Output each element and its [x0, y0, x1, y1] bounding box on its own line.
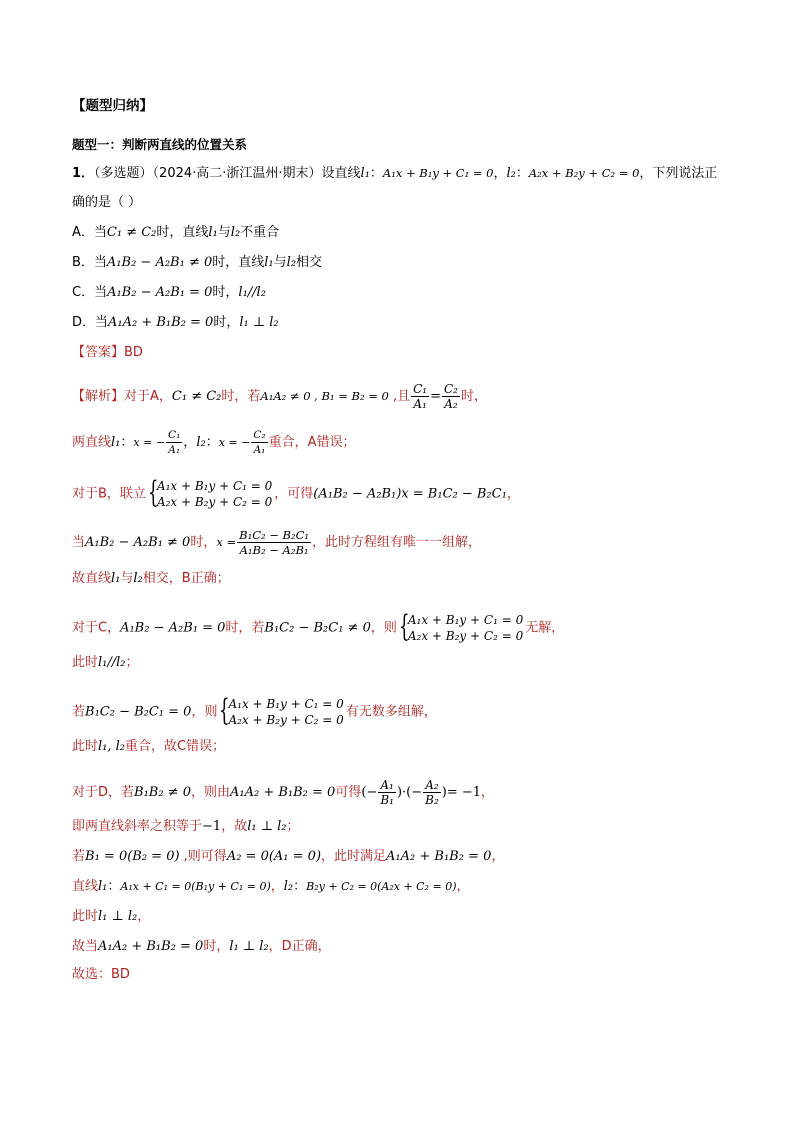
l1-symbol: l₁	[111, 435, 121, 450]
option-c	[72, 284, 266, 302]
text: 时，若	[225, 620, 265, 636]
math: A₁A₂ + B₁B₂ = 0	[386, 849, 492, 864]
text: 即两直线斜率之积等于	[72, 819, 203, 834]
math: )	[441, 785, 447, 800]
question-tail: ，下列说法正	[639, 166, 718, 181]
text: ，可得	[274, 486, 314, 502]
text: 时，	[190, 535, 217, 550]
option-d-end: l₁ ⊥ l₂	[239, 315, 279, 330]
text: 若	[72, 849, 86, 864]
l1-symbol: l₁	[360, 166, 370, 181]
text: 对于A，	[124, 389, 172, 404]
text: 直线	[72, 879, 99, 894]
option-d	[72, 314, 279, 332]
text: 故直线	[72, 571, 112, 586]
math: )·(−	[396, 785, 423, 800]
l2-symbol: l₂	[506, 166, 516, 181]
option-c-end: l₁//l₂	[238, 285, 266, 300]
numerator: B₁C₂ − B₂C₁	[239, 528, 310, 542]
l1-symbol: l₁	[208, 225, 218, 240]
text: 重合，A错误；	[268, 435, 356, 450]
denominator: A₁	[168, 444, 181, 456]
math: (A₁B₂ − A₂B₁)x = B₁C₂ − B₂C₁	[313, 486, 507, 502]
text: ，	[491, 849, 505, 864]
denominator: B₁	[380, 793, 394, 807]
option-b-prefix: B．当	[72, 255, 107, 270]
text: 此时	[72, 655, 99, 670]
analysis-line-12	[72, 848, 504, 866]
math: A₁B₂ − A₂B₁ ≠ 0	[85, 535, 191, 550]
analysis-line-1	[72, 382, 487, 411]
system-row: A₁x + B₁y + C₁ = 0	[407, 613, 524, 627]
l2-symbol: l₂	[283, 879, 294, 894]
l2-symbol: l₂	[230, 225, 241, 240]
math: −1	[202, 819, 222, 834]
math: A₁A₂ + B₁B₂ = 0	[98, 939, 204, 954]
with-word: 与	[273, 255, 287, 270]
analysis-line-10	[72, 778, 494, 807]
colon: ：	[515, 166, 529, 181]
question-number: 1．	[72, 166, 95, 181]
option-b-end: 相交	[296, 255, 323, 270]
text: 时，	[461, 389, 488, 404]
option-d-text: 时，	[213, 315, 240, 330]
fraction-x-solution	[237, 528, 311, 557]
analysis-line-3	[72, 475, 520, 510]
option-a-math: C₁ ≠ C₂	[106, 225, 157, 240]
numerator: C₂	[444, 382, 458, 396]
option-b-math: A₁B₂ − A₂B₁ ≠ 0	[106, 255, 213, 270]
denominator: A₁B₂ − A₂B₁	[239, 543, 309, 557]
option-a-prefix: A．当	[72, 225, 107, 240]
equals-sign: =	[430, 389, 441, 404]
comma: ，	[183, 435, 197, 450]
math: = −1	[446, 785, 482, 800]
analysis-line-11	[72, 818, 299, 836]
analysis-line-15	[72, 938, 331, 956]
numerator: C₁	[168, 429, 181, 441]
text: ；	[286, 819, 300, 834]
question-tag: （多选题）（2024·高二·浙江温州·期末）设直线	[94, 166, 361, 181]
comma: ，	[493, 166, 507, 181]
analysis-line-2	[72, 428, 356, 457]
text: 两直线	[72, 435, 112, 450]
math: l₁ ⊥ l₂	[229, 939, 269, 954]
text: 时，	[203, 939, 230, 954]
text: 此时	[72, 909, 99, 924]
answer	[72, 344, 143, 362]
text: ，故	[221, 819, 248, 834]
text: 无解，	[525, 620, 565, 636]
analysis-line-5	[72, 570, 230, 588]
option-a-text: 时，直线	[156, 225, 209, 240]
l2-symbol: l₂	[196, 435, 206, 450]
numerator: A₁	[378, 778, 396, 793]
option-a	[72, 224, 279, 242]
denominator: A₁	[253, 444, 266, 456]
analysis-line-8	[72, 693, 437, 728]
text: 故当	[72, 939, 99, 954]
math: B₁B₂ ≠ 0	[134, 785, 191, 800]
math: l₁ ⊥ l₂	[247, 819, 287, 834]
option-c-text: 时，	[212, 285, 239, 300]
text: 若	[72, 704, 86, 720]
section-title: 【题型归纳】	[72, 98, 153, 114]
text: ，	[270, 879, 284, 894]
option-c-math: A₁B₂ − A₂B₁ = 0	[107, 285, 213, 300]
numerator: C₁	[413, 382, 428, 396]
option-d-math: A₁A₂ + B₁B₂ = 0	[108, 315, 214, 330]
text: 可得	[335, 785, 362, 800]
fraction-a1-b1	[378, 778, 396, 807]
system-row: A₂x + B₂y + C₂ = 0	[156, 495, 273, 509]
text: 此时	[72, 739, 99, 754]
text: ，	[137, 909, 151, 924]
fraction-c1-a1	[411, 382, 429, 411]
fraction-c2-a2	[442, 382, 460, 411]
text: 相交，B正确；	[142, 571, 230, 586]
denominator: A₂	[444, 397, 458, 411]
numerator: C₂	[253, 429, 266, 441]
math: (−	[361, 785, 378, 800]
math: x =	[216, 535, 237, 549]
math: A₁x + C₁ = 0(B₁y + C₁ = 0)	[120, 880, 271, 893]
system-row: A₂x + B₂y + C₂ = 0	[407, 629, 524, 643]
text: ，此时满足	[321, 849, 387, 864]
math: B₁C₂ − B₂C₁ ≠ 0	[264, 620, 371, 636]
math: B₁ = 0(B₂ = 0)	[85, 849, 180, 864]
l2-symbol: l₂	[133, 571, 143, 586]
option-d-prefix: D．当	[72, 315, 109, 330]
math: A₁A₂ + B₁B₂ = 0	[230, 785, 336, 800]
text: ，则	[370, 620, 397, 636]
text: ，	[481, 785, 495, 800]
l2-symbol: l₂	[286, 255, 297, 270]
denominator: A₁	[413, 397, 427, 411]
equation-system: { A₁x + B₁y + C₁ = 0 A₂x + B₂y + C₂ = 0	[219, 693, 344, 728]
colon: ：	[293, 879, 307, 894]
math: l₁//l₂	[98, 655, 126, 670]
l1-symbol: l₁	[264, 255, 274, 270]
answer-value: BD	[124, 345, 143, 360]
math: A₁B₂ − A₂B₁ = 0	[120, 620, 226, 636]
analysis-line-16: 故选：BD	[72, 967, 130, 982]
text: 与	[120, 571, 134, 586]
math: B₁C₂ − B₂C₁ = 0	[85, 704, 192, 720]
colon: ：	[120, 435, 134, 450]
question-line-2: 确的是（ ）	[72, 195, 142, 210]
text: ；	[125, 655, 139, 670]
l1-symbol: l₁	[98, 879, 108, 894]
analysis-line-6	[72, 609, 565, 644]
text: ，则	[191, 704, 218, 720]
text: ，	[506, 486, 520, 502]
text: ,则可得	[179, 849, 227, 864]
option-b-text: 时，直线	[212, 255, 265, 270]
analysis-line-13	[72, 878, 470, 896]
math: x = −	[218, 436, 251, 449]
text: ,且	[388, 389, 411, 404]
text: ，此时方程组有唯一一组解，	[312, 535, 482, 550]
text: 有无数多组解，	[345, 704, 437, 720]
math: A₂ = 0(A₁ = 0)	[226, 849, 322, 864]
analysis-line-7	[72, 654, 139, 672]
colon: ：	[107, 879, 121, 894]
system-row: A₁x + B₁y + C₁ = 0	[228, 697, 344, 711]
fraction-c2-a1	[251, 428, 267, 457]
math: l₁, l₂	[98, 739, 126, 754]
text: 对于B，联立	[72, 486, 146, 502]
l1-symbol: l₁	[111, 571, 121, 586]
analysis-line-9	[72, 738, 225, 756]
math: A₁A₂ ≠ 0 , B₁ = B₂ = 0	[260, 389, 389, 403]
system-row: A₂x + B₂y + C₂ = 0	[228, 713, 344, 727]
colon: ：	[205, 435, 219, 450]
text: 当	[72, 535, 86, 550]
text: ，	[456, 879, 470, 894]
option-a-end: 不重合	[240, 225, 280, 240]
math: x = −	[133, 436, 166, 449]
option-b	[72, 254, 322, 272]
analysis-label: 【解析】	[72, 389, 125, 404]
text: 对于C，	[72, 620, 121, 636]
math: B₂y + C₂ = 0(A₂x + C₂ = 0)	[306, 880, 457, 893]
l2-equation: A₂x + B₂y + C₂ = 0	[528, 166, 640, 180]
fraction-c1-a1	[166, 428, 182, 457]
system-row: A₁x + B₁y + C₁ = 0	[156, 479, 273, 493]
text: 重合，故C错误；	[125, 739, 226, 754]
fraction-a2-b2	[423, 778, 441, 807]
type-title: 题型一：判断两直线的位置关系	[72, 137, 248, 152]
text: ，则由	[190, 785, 230, 800]
l1-equation: A₁x + B₁y + C₁ = 0	[382, 166, 494, 180]
analysis-line-14	[72, 908, 150, 926]
math: C₁ ≠ C₂	[171, 389, 222, 404]
colon: ：	[369, 166, 383, 181]
text: 对于D，若	[72, 785, 135, 800]
equation-system: { A₁x + B₁y + C₁ = 0 A₂x + B₂y + C₂ = 0	[398, 609, 524, 644]
math: l₁ ⊥ l₂	[98, 909, 138, 924]
with-word: 与	[217, 225, 231, 240]
analysis-line-4	[72, 528, 481, 557]
numerator: A₂	[423, 778, 441, 793]
equation-system: { A₁x + B₁y + C₁ = 0 A₂x + B₂y + C₂ = 0	[147, 475, 273, 510]
question-line-1	[72, 164, 717, 183]
option-c-prefix: C．当	[72, 285, 108, 300]
answer-label: 【答案】	[72, 345, 125, 360]
text: 时，若	[221, 389, 261, 404]
text: ，D正确，	[268, 939, 331, 954]
denominator: B₂	[425, 793, 439, 807]
